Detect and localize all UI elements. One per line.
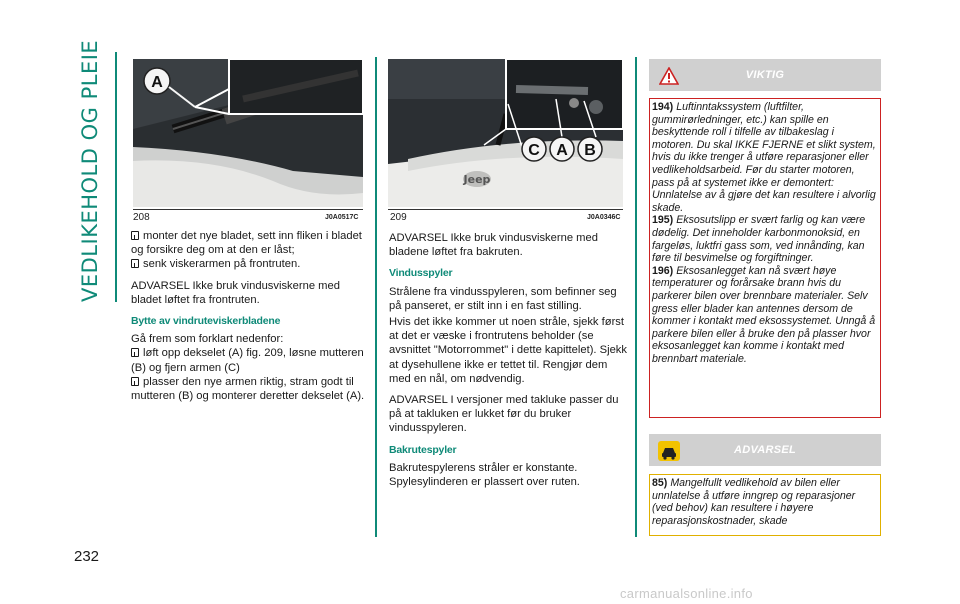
list-item: løft opp dekselet (A) fig. 209, løsne mutteren (B) og fjern armen (C) xyxy=(131,347,364,374)
column-2 xyxy=(389,231,629,496)
paragraph: Bakrutespylerens stråler er konstante. Spylesylinderen er plassert over ruten. xyxy=(389,461,580,489)
warning-paragraph: ADVARSEL I versjoner med takluke passer du på at takluken er lukket før du bruker vindusspyleren. xyxy=(389,394,619,435)
list-item: 196) Eksosanlegget kan nå svært høye temperaturer og forårsake brann hvis du parkerer bilen over brennbare materialer. Selv gress eller blader kan antennes dersom de kommer i kontakt med eksossystemet. Unngå å parkere bilen eller å bruke den på plasser hvor eksosanlegget kan komme i kontakt med brennbart materiale. xyxy=(652,264,876,365)
column-divider-2 xyxy=(635,57,637,537)
page-number: 232 xyxy=(74,548,100,565)
column-1 xyxy=(131,229,367,403)
list-item: 195) Eksosutslipp er svært farlig og kan være dødelig. Det inneholder karbonmonoksid, en fargeløs, luktfri gass som, ved innånding, kan føre til besvimelse og forgiftninger. xyxy=(652,214,866,265)
checkbox-bullet-icon xyxy=(131,231,139,240)
checkbox-bullet-icon xyxy=(131,259,139,268)
jeep-badge: Jeep xyxy=(463,173,491,186)
viktig-header xyxy=(649,59,881,91)
warning-paragraph: ADVARSEL Ikke bruk vindusviskerne med bladet løftet fra frontruten. xyxy=(131,279,340,306)
figure-209-number: 209 xyxy=(390,212,407,223)
callout-a: A xyxy=(556,142,568,159)
checkbox-bullet-icon xyxy=(131,348,139,357)
figure-208-number: 208 xyxy=(133,212,150,223)
figure-208-photo xyxy=(133,59,363,207)
advarsel-body xyxy=(652,477,878,527)
column-divider-1 xyxy=(375,57,377,537)
list-item: monter det nye bladet, sett inn fliken i bladet og forsikre deg om at den er låst; senk viskerarmen på frontruten. xyxy=(131,230,362,271)
figure-209-code: J0A0346C xyxy=(587,214,621,221)
figure-209-rule xyxy=(388,209,623,210)
checkbox-bullet-icon xyxy=(131,377,139,386)
paragraph: Hvis det ikke kommer ut noen stråle, sjekk først at det er væske i frontrutens beholder (se avsnittet "Motorrommet" i dette kapittelet). Sjekk at dysehullene ikke er tettet til. Rengjør dem med en nål, om nødvendig. xyxy=(389,316,627,385)
callout-c: C xyxy=(528,142,540,159)
watermark: carmanualsonline.info xyxy=(620,586,753,601)
subheading-rear-washer: Bakrutespyler xyxy=(389,443,457,456)
section-title: VEDLIKEHOLD OG PLEIE xyxy=(78,39,102,302)
figure-209-photo xyxy=(388,59,623,207)
list-item: 85) Mangelfullt vedlikehold av bilen eller unnlatelse å utføre inngrep og reparasjoner (ved behov) kan resultere i høyere reparasjonskostnader, skade xyxy=(652,477,856,527)
figure-208-rule xyxy=(133,209,363,210)
advarsel-header xyxy=(649,434,881,466)
callout-a: A xyxy=(151,74,163,91)
subheading-wiper-blades: Bytte av vindruteviskerbladene xyxy=(131,315,281,328)
subheading-washer: Vindusspyler xyxy=(389,267,453,280)
viktig-body xyxy=(652,101,878,365)
viktig-title: VIKTIG xyxy=(745,69,785,81)
figure-208-code: J0A0517C xyxy=(325,214,359,221)
list-item: plasser den nye armen riktig, stram godt til mutteren (B) og monterer deretter dekselet (A). xyxy=(131,375,365,403)
warning-paragraph: ADVARSEL Ikke bruk vindusviskerne med bladene løftet fra bakruten. xyxy=(389,232,598,259)
callout-b: B xyxy=(584,142,596,159)
paragraph: Strålene fra vindusspyleren, som befinner seg på panseret, er stilt inn i en fast stilling. xyxy=(389,285,617,312)
intro-text: Gå frem som forklart nedenfor: xyxy=(131,333,284,346)
list-item: 194) Luftinntakssystem (luftfilter, gummirørledninger, etc.) kan spille en beskyttende roll i tilfelle av tilbakeslag i motoren. Du skal IKKE FJERNE et slikt system, hvis du ikke trenger å utføre reparasjoner eller vedlikeholdsarbeid. Før du starter motoren, pass på at systemet ikke er demontert: Unnlatelse av å gjøre det kan resultere i alvorlig skade. xyxy=(652,101,876,214)
advarsel-title: ADVARSEL xyxy=(733,444,797,456)
section-rule xyxy=(115,52,117,302)
